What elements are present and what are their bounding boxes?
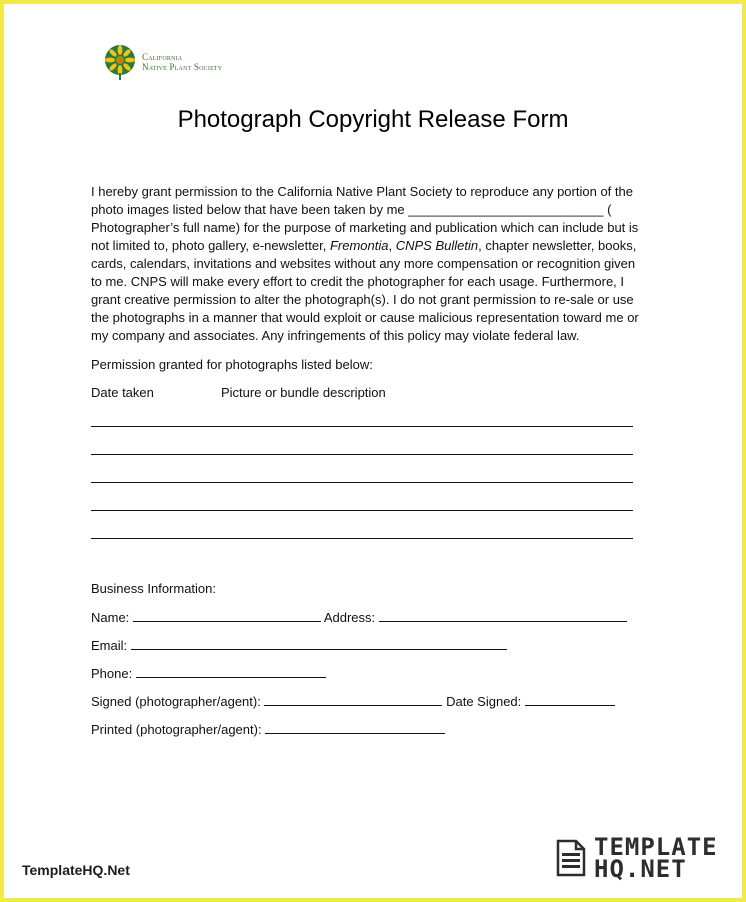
email-label: Email: (91, 638, 128, 653)
paragraph-line: the photographs in a manner that would exploit or cause malicious representation toward me or (91, 310, 639, 325)
logo-line-2: Native Plant Society (142, 62, 223, 72)
paragraph-line: cards, calendars, invitations and websites without any more compensation or recognition given (91, 256, 636, 271)
printed-name-field[interactable] (265, 721, 445, 734)
logo-line-1: California (142, 52, 183, 62)
photo-entry-line[interactable] (91, 454, 633, 455)
business-heading: Business Information: (91, 581, 217, 596)
permission-label: Permission granted for photographs listed below: (91, 357, 373, 372)
paragraph-line: my company and associates. Any infringements of this policy may violate federal law. (91, 328, 580, 343)
signed-row (91, 693, 615, 709)
date-signed-field[interactable] (525, 693, 615, 706)
paragraph-line: Photographer’s full name) for the purpose of marketing and publication which can include but is (91, 220, 639, 235)
signature-field[interactable] (264, 693, 442, 706)
photo-entry-line[interactable] (91, 538, 633, 539)
name-label: Name: (91, 610, 130, 625)
photo-entry-line[interactable] (91, 426, 633, 427)
text-run: not limited to, photo gallery, e-newsletter, (91, 238, 330, 253)
email-row (91, 637, 507, 653)
col-description: Picture or bundle description (221, 385, 386, 400)
printed-row (91, 721, 445, 737)
photo-entry-line[interactable] (91, 510, 633, 511)
name-row (91, 609, 627, 625)
printed-label: Printed (photographer/agent): (91, 722, 262, 737)
release-paragraph (91, 183, 671, 345)
email-field[interactable] (131, 637, 507, 650)
page-title: Photograph Copyright Release Form (177, 106, 569, 133)
signed-label: Signed (photographer/agent): (91, 694, 261, 709)
paragraph-line-with-italics (91, 237, 671, 255)
document-icon (556, 839, 586, 877)
text-run: , (388, 238, 396, 253)
italic-title: Fremontia (329, 238, 389, 253)
templatehq-logo (556, 833, 718, 883)
paragraph-line: grant creative permission to alter the photograph(s). I do not grant permission to re-sale or use (91, 292, 634, 307)
brand-line-2: HQ.NET (594, 855, 687, 883)
cnps-logo (104, 44, 222, 80)
brand-line-1: TEMPLATE (594, 833, 718, 861)
phone-row (91, 665, 326, 681)
col-date-taken: Date taken (91, 385, 154, 400)
phone-field[interactable] (136, 665, 326, 678)
paragraph-line: to me. CNPS will make every effort to credit the photographer for each usage. Furthermore, I (91, 274, 625, 289)
photo-entry-line[interactable] (91, 482, 633, 483)
address-field[interactable] (379, 609, 627, 622)
document-page (4, 4, 742, 898)
paragraph-line: I hereby grant permission to the California Native Plant Society to reproduce any portion of the (91, 184, 633, 199)
name-field[interactable] (133, 609, 321, 622)
paragraph-line: photo images listed below that have been taken by me ___________________________ ( (91, 202, 612, 217)
date-signed-label: Date Signed: (446, 694, 522, 709)
flower-icon (104, 44, 136, 80)
italic-title: CNPS Bulletin (395, 238, 479, 253)
site-watermark: TemplateHQ.Net (22, 862, 130, 878)
address-label: Address: (323, 610, 376, 625)
phone-label: Phone: (91, 666, 133, 681)
text-run: , chapter newsletter, books, (478, 238, 637, 253)
